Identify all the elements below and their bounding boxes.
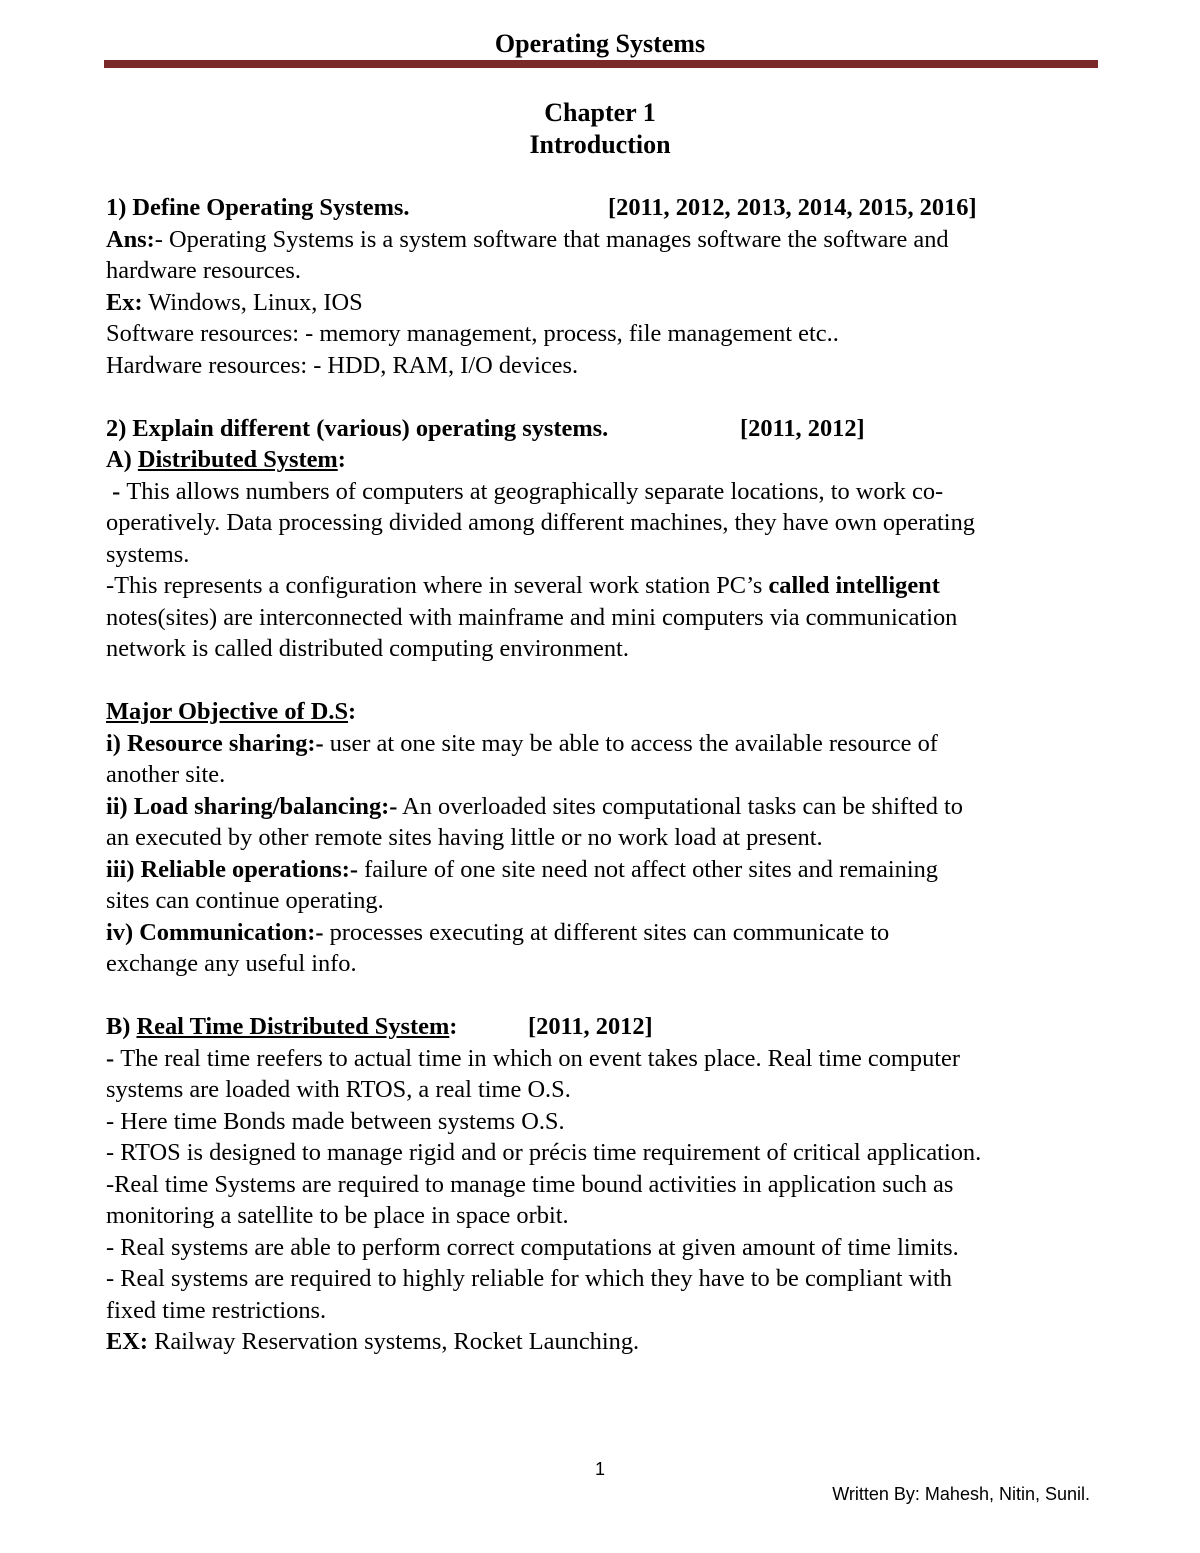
objective-text-cont: sites can continue operating. [106, 887, 384, 914]
q1-answer-line [106, 224, 1106, 256]
q2-a-dash: - [106, 477, 127, 505]
objective-label: ii) Load sharing/balancing:- [106, 792, 398, 820]
q1-ans-label: Ans: [106, 225, 155, 253]
spacer [106, 665, 1106, 697]
objective-item-row [106, 854, 1106, 886]
objectives-heading-row [106, 696, 1106, 728]
q2-a-line5: notes(sites) are interconnected with mainframe and mini computers via communication [106, 603, 958, 631]
q2-a-line6: network is called distributed computing environment. [106, 635, 629, 662]
q2-a-line1-row [106, 476, 1106, 508]
objective-text: failure of one site need not affect other sites and remaining [358, 855, 938, 883]
chapter-title: Introduction [529, 129, 671, 159]
q2-a-line4a: -This represents a configuration where in several work station PC’s [106, 572, 769, 599]
q2-heading-line [106, 413, 1106, 445]
objective-item-row [106, 728, 1106, 760]
objective-item-row [106, 917, 1106, 949]
rtds-line8: - Real systems are required to highly reliable for which they have to be compliant with [106, 1265, 952, 1292]
rtds-heading-row [106, 1011, 1106, 1043]
q1-ex-text: Windows, Linux, IOS [142, 288, 363, 316]
rtds-title: Real Time Distributed System [136, 1013, 450, 1040]
q2-label: 2) Explain different (various) operating systems. [106, 414, 609, 442]
rtds-line9: fixed time restrictions. [106, 1296, 327, 1324]
objectives-heading: Major Objective of D.S [106, 698, 349, 725]
rtds-ex-label: EX: [106, 1328, 149, 1355]
q2-a-colon: : [337, 446, 346, 473]
q1-heading-line [106, 192, 1106, 224]
rtds-example-row [106, 1326, 1106, 1358]
chapter-number: Chapter 1 [544, 98, 656, 127]
objective-text-cont: an executed by other remote sites having little or no work load at present. [106, 824, 823, 851]
rtds-line6: monitoring a satellite to be place in space orbit. [106, 1202, 569, 1229]
q1-hardware-line: Hardware resources: - HDD, RAM, I/O devices. [106, 351, 579, 379]
header-rule [104, 60, 1098, 68]
header-title: Operating Systems [494, 29, 706, 58]
rtds-line3: - Here time Bonds made between systems O.S. [106, 1107, 565, 1135]
rtds-line1: The real time reefers to actual time in which on event takes place. Real time computer [120, 1044, 961, 1072]
q2-a-line2: operatively. Data processing divided among different machines, they have own operating [106, 509, 975, 536]
objective-label: iv) Communication:- [106, 918, 324, 946]
q2-a-line3: systems. [106, 540, 190, 568]
objective-text-cont: another site. [106, 761, 226, 788]
spacer [106, 980, 1106, 1012]
q1-label: 1) Define Operating Systems. [106, 194, 410, 221]
rtds-ex-text: Railway Reservation systems, Rocket Launching. [148, 1328, 640, 1355]
rtds-colon: : [449, 1013, 458, 1040]
q2-a-line4-row [106, 570, 1106, 602]
page-number: 1 [594, 1459, 605, 1479]
q1-ans-line2: hardware resources. [106, 257, 302, 284]
q1-example-line [106, 287, 1106, 319]
q2-years: [2011, 2012] [740, 414, 865, 442]
rtds-line5: -Real time Systems are required to manage time bound activities in application such as [106, 1170, 954, 1198]
rtds-line4: - RTOS is designed to manage rigid and or précis time requirement of critical application. [106, 1139, 982, 1166]
q2-a-prefix: A) [106, 446, 138, 473]
objective-text-cont: exchange any useful info. [106, 950, 357, 977]
q2-a-line4b: called intelligent [768, 572, 940, 599]
rtds-dash: - [106, 1044, 121, 1072]
objective-label: iii) Reliable operations:- [106, 855, 359, 883]
objective-text: An overloaded sites computational tasks can be shifted to [397, 792, 963, 820]
q1-years: [2011, 2012, 2013, 2014, 2015, 2016] [608, 194, 977, 221]
q1-ans-line1: - Operating Systems is a system software that manages software the software and [154, 225, 949, 253]
objective-item-row [106, 791, 1106, 823]
q1-software-line: Software resources: - memory management, process, file management etc.. [106, 320, 839, 347]
footer-author: Written By: Mahesh, Nitin, Sunil. [832, 1484, 1090, 1504]
objectives-colon: : [348, 698, 357, 725]
spacer [106, 381, 1106, 413]
body-text [106, 192, 1106, 1358]
q2-a-line1: This allows numbers of computers at geographically separate locations, to work co- [126, 477, 944, 505]
rtds-line2: systems are loaded with RTOS, a real time O.S. [106, 1076, 571, 1103]
chapter-heading [0, 97, 1200, 160]
q2-a-heading [106, 444, 1106, 476]
rtds-line1-row [106, 1043, 1106, 1075]
rtds-years: [2011, 2012] [528, 1013, 653, 1040]
objective-label: i) Resource sharing:- [106, 729, 324, 757]
q2-a-title: Distributed System [137, 446, 338, 473]
objective-text: user at one site may be able to access the available resource of [323, 729, 938, 757]
q1-ex-label: Ex: [106, 288, 143, 316]
rtds-prefix: B) [106, 1013, 137, 1040]
rtds-line7: - Real systems are able to perform correct computations at given amount of time limits. [106, 1233, 959, 1261]
objective-text: processes executing at different sites can communicate to [323, 918, 890, 946]
